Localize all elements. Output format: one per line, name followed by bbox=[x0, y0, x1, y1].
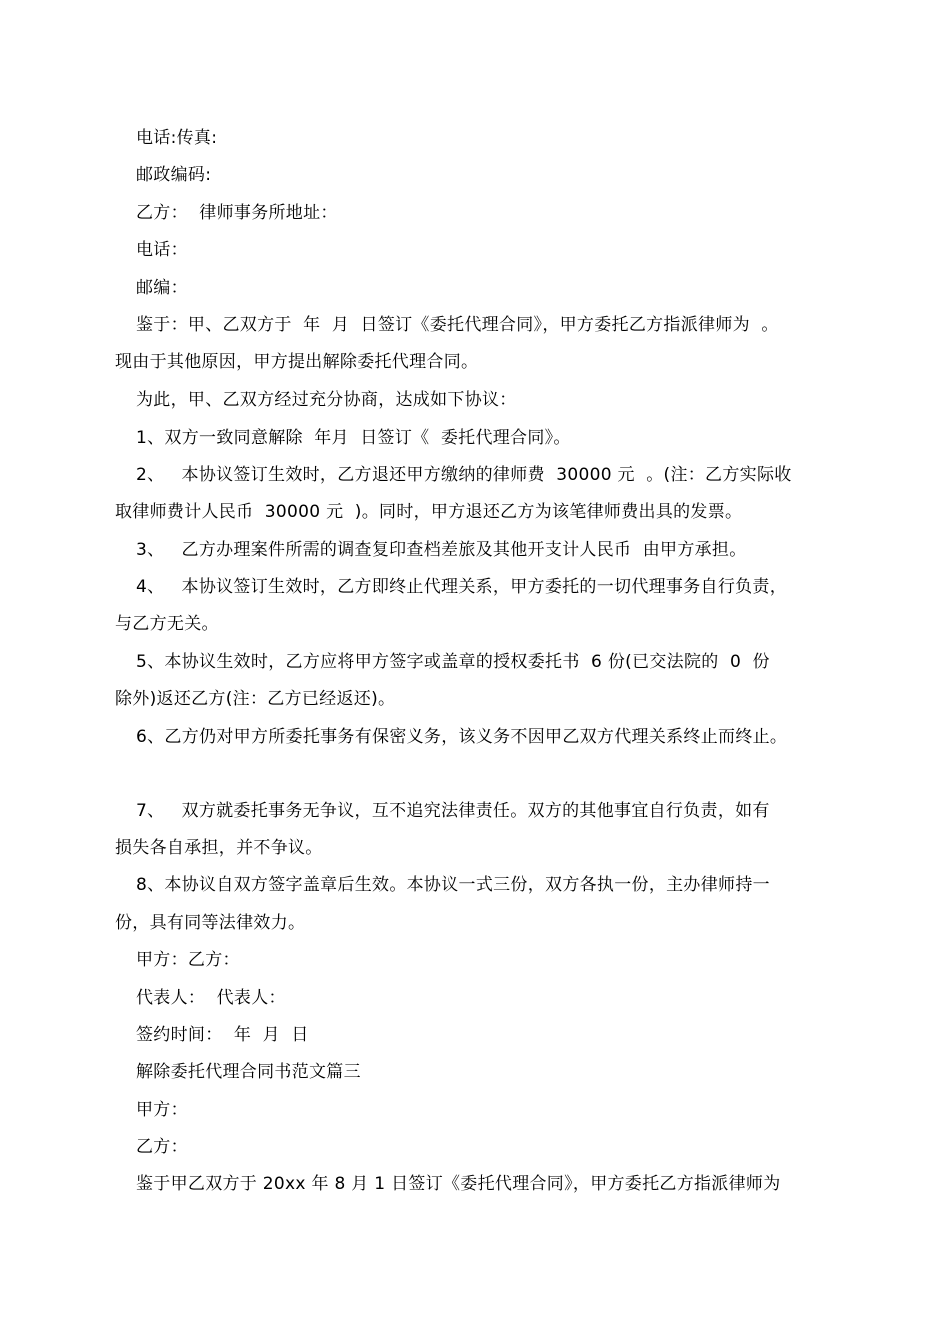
clause-5-line-1: 5、本协议生效时，乙方应将甲方签字或盖章的授权委托书 6 份(已交法院的 0 份 bbox=[136, 652, 770, 672]
clause-7-line-2: 损失各自承担，并不争议。 bbox=[115, 838, 323, 858]
clause-8-line-1: 8、本协议自双方签字盖章后生效。本协议一式三份，双方各执一份，主办律师持一 bbox=[136, 875, 770, 895]
clause-7-line-1: 7、 双方就委托事务无争议，互不追究法律责任。双方的其他事宜自行负责，如有 bbox=[136, 801, 770, 821]
postal-code-line: 邮政编码: bbox=[136, 165, 212, 185]
party-a-line: 甲方： bbox=[136, 1100, 188, 1120]
phone-line: 电话： bbox=[136, 240, 188, 260]
party-b-line: 乙方： bbox=[136, 1137, 188, 1157]
clause-4-line-2: 与乙方无关。 bbox=[115, 614, 219, 634]
clause-2-line-2: 取律师费计人民币 30000 元 )。同时，甲方退还乙方为该笔律师费出具的发票。 bbox=[115, 502, 743, 522]
clause-2-line-1: 2、 本协议签订生效时，乙方退还甲方缴纳的律师费 30000 元 。(注：乙方实际收 bbox=[136, 465, 792, 485]
whereas-line-section-three: 鉴于甲乙双方于 20xx 年 8 月 1 日签订《委托代理合同》，甲方委托乙方指派律师为 bbox=[136, 1174, 781, 1194]
whereas-paragraph-line-1: 鉴于：甲、乙双方于 年 月 日签订《委托代理合同》，甲方委托乙方指派律师为 。 bbox=[136, 315, 779, 335]
clause-1: 1、双方一致同意解除 年月 日签订《 委托代理合同》。 bbox=[136, 428, 571, 448]
signature-parties-line: 甲方：乙方： bbox=[136, 950, 240, 970]
postcode-line: 邮编： bbox=[136, 278, 188, 298]
whereas-paragraph-line-2: 现由于其他原因，甲方提出解除委托代理合同。 bbox=[115, 352, 479, 372]
clause-4-line-1: 4、 本协议签订生效时，乙方即终止代理关系，甲方委托的一切代理事务自行负责， bbox=[136, 577, 788, 597]
clause-5-line-2: 除外)返还乙方(注：乙方已经返还)。 bbox=[115, 689, 396, 709]
section-heading: 解除委托代理合同书范文篇三 bbox=[136, 1062, 361, 1082]
party-b-address-line: 乙方： 律师事务所地址： bbox=[136, 203, 338, 223]
clause-8-line-2: 份，具有同等法律效力。 bbox=[115, 913, 306, 933]
clause-3: 3、 乙方办理案件所需的调查复印查档差旅及其他开支计人民币 由甲方承担。 bbox=[136, 540, 747, 560]
clause-6: 6、乙方仍对甲方所委托事务有保密义务，该义务不因甲乙双方代理关系终止而终止。 bbox=[136, 727, 788, 747]
representatives-line: 代表人： 代表人： bbox=[136, 988, 286, 1008]
signing-date-line: 签约时间： 年 月 日 bbox=[136, 1025, 309, 1045]
phone-fax-line: 电话:传真: bbox=[136, 128, 218, 148]
agreement-intro-line: 为此，甲、乙双方经过充分协商，达成如下协议： bbox=[136, 390, 517, 410]
